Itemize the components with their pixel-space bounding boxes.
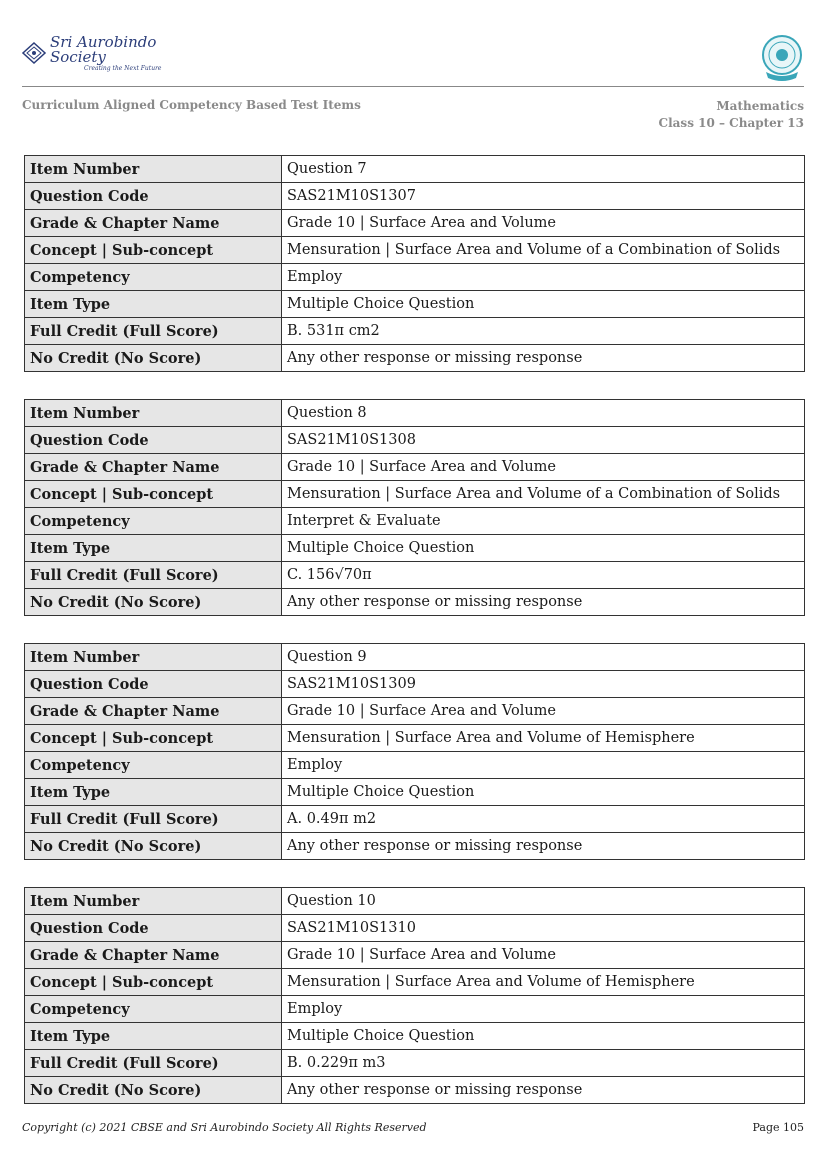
sri-aurobindo-society-logo	[22, 32, 192, 72]
label-cell: Grade & Chapter Name	[25, 698, 282, 725]
value-cell: Multiple Choice Question	[282, 1023, 805, 1050]
class-chapter-label: Class 10 – Chapter 13	[658, 116, 804, 130]
value-cell: SAS21M10S1309	[282, 671, 805, 698]
table-row	[25, 888, 805, 915]
value-cell: SAS21M10S1307	[282, 183, 805, 210]
value-cell: Question 7	[282, 156, 805, 183]
label-cell: Full Credit (Full Score)	[25, 806, 282, 833]
cbse-seal-icon	[760, 34, 804, 82]
table-row	[25, 698, 805, 725]
value-cell: SAS21M10S1310	[282, 915, 805, 942]
value-cell: Mensuration | Surface Area and Volume of Hemisphere	[282, 969, 805, 996]
label-cell: Item Number	[25, 400, 282, 427]
table-row	[25, 562, 805, 589]
value-cell: Question 9	[282, 644, 805, 671]
copyright-notice: Copyright (c) 2021 CBSE and Sri Aurobindo Society All Rights Reserved	[22, 1121, 427, 1134]
document-title: Curriculum Aligned Competency Based Test Items	[22, 98, 361, 112]
table-row	[25, 237, 805, 264]
item-table-question-8	[24, 399, 805, 616]
table-row	[25, 1050, 805, 1077]
label-cell: Question Code	[25, 915, 282, 942]
label-cell: Question Code	[25, 183, 282, 210]
label-cell: Concept | Sub-concept	[25, 237, 282, 264]
value-cell: B. 0.229π m3	[282, 1050, 805, 1077]
label-cell: Competency	[25, 264, 282, 291]
document-subject	[659, 98, 804, 132]
brand-name: Sri Aurobindo Society	[50, 32, 157, 66]
table-row	[25, 1023, 805, 1050]
table-row	[25, 535, 805, 562]
value-cell: Question 8	[282, 400, 805, 427]
table-row	[25, 644, 805, 671]
table-row	[25, 779, 805, 806]
label-cell: No Credit (No Score)	[25, 1077, 282, 1104]
label-cell: Grade & Chapter Name	[25, 942, 282, 969]
table-row	[25, 969, 805, 996]
label-cell: No Credit (No Score)	[25, 345, 282, 372]
table-row	[25, 752, 805, 779]
label-cell: Concept | Sub-concept	[25, 481, 282, 508]
label-cell: Full Credit (Full Score)	[25, 562, 282, 589]
label-cell: Competency	[25, 508, 282, 535]
society-emblem-icon	[22, 42, 46, 64]
item-table-question-10	[24, 887, 805, 1104]
table-row	[25, 671, 805, 698]
label-cell: No Credit (No Score)	[25, 833, 282, 860]
value-cell: Any other response or missing response	[282, 833, 805, 860]
item-table-question-9	[24, 643, 805, 860]
value-cell: B. 531π cm2	[282, 318, 805, 345]
table-row	[25, 806, 805, 833]
table-row	[25, 508, 805, 535]
label-cell: Item Number	[25, 156, 282, 183]
page-number: Page 105	[752, 1121, 804, 1134]
label-cell: Concept | Sub-concept	[25, 725, 282, 752]
brand-tagline: Creating the Next Future	[84, 64, 162, 72]
table-row	[25, 833, 805, 860]
value-cell: Interpret & Evaluate	[282, 508, 805, 535]
label-cell: Question Code	[25, 427, 282, 454]
header-divider	[22, 86, 804, 87]
value-cell: Employ	[282, 752, 805, 779]
value-cell: Grade 10 | Surface Area and Volume	[282, 454, 805, 481]
item-table-question-7	[24, 155, 805, 372]
value-cell: Grade 10 | Surface Area and Volume	[282, 942, 805, 969]
value-cell: Mensuration | Surface Area and Volume of Hemisphere	[282, 725, 805, 752]
table-row	[25, 264, 805, 291]
label-cell: Item Type	[25, 779, 282, 806]
value-cell: Any other response or missing response	[282, 1077, 805, 1104]
label-cell: Competency	[25, 752, 282, 779]
label-cell: No Credit (No Score)	[25, 589, 282, 616]
table-row	[25, 400, 805, 427]
value-cell: A. 0.49π m2	[282, 806, 805, 833]
table-row	[25, 725, 805, 752]
label-cell: Question Code	[25, 671, 282, 698]
table-row	[25, 589, 805, 616]
label-cell: Item Number	[25, 644, 282, 671]
label-cell: Grade & Chapter Name	[25, 454, 282, 481]
value-cell: Employ	[282, 996, 805, 1023]
value-cell: Multiple Choice Question	[282, 291, 805, 318]
label-cell: Grade & Chapter Name	[25, 210, 282, 237]
label-cell: Competency	[25, 996, 282, 1023]
table-row	[25, 915, 805, 942]
table-row	[25, 210, 805, 237]
value-cell: Multiple Choice Question	[282, 779, 805, 806]
label-cell: Item Type	[25, 1023, 282, 1050]
table-row	[25, 427, 805, 454]
value-cell: Mensuration | Surface Area and Volume of a Combination of Solids	[282, 481, 805, 508]
table-row	[25, 345, 805, 372]
value-cell: C. 156√70π	[282, 562, 805, 589]
value-cell: Grade 10 | Surface Area and Volume	[282, 698, 805, 725]
label-cell: Item Type	[25, 291, 282, 318]
value-cell: Mensuration | Surface Area and Volume of a Combination of Solids	[282, 237, 805, 264]
label-cell: Item Type	[25, 535, 282, 562]
subject-label: Mathematics	[716, 99, 804, 113]
table-row	[25, 291, 805, 318]
value-cell: Multiple Choice Question	[282, 535, 805, 562]
value-cell: Grade 10 | Surface Area and Volume	[282, 210, 805, 237]
label-cell: Concept | Sub-concept	[25, 969, 282, 996]
table-row	[25, 996, 805, 1023]
table-row	[25, 318, 805, 345]
value-cell: Employ	[282, 264, 805, 291]
table-row	[25, 1077, 805, 1104]
value-cell: Any other response or missing response	[282, 345, 805, 372]
label-cell: Full Credit (Full Score)	[25, 318, 282, 345]
value-cell: SAS21M10S1308	[282, 427, 805, 454]
table-row	[25, 942, 805, 969]
value-cell: Any other response or missing response	[282, 589, 805, 616]
table-row	[25, 156, 805, 183]
cbse-seal	[760, 34, 804, 82]
value-cell: Question 10	[282, 888, 805, 915]
table-row	[25, 454, 805, 481]
table-row	[25, 481, 805, 508]
label-cell: Item Number	[25, 888, 282, 915]
label-cell: Full Credit (Full Score)	[25, 1050, 282, 1077]
table-row	[25, 183, 805, 210]
